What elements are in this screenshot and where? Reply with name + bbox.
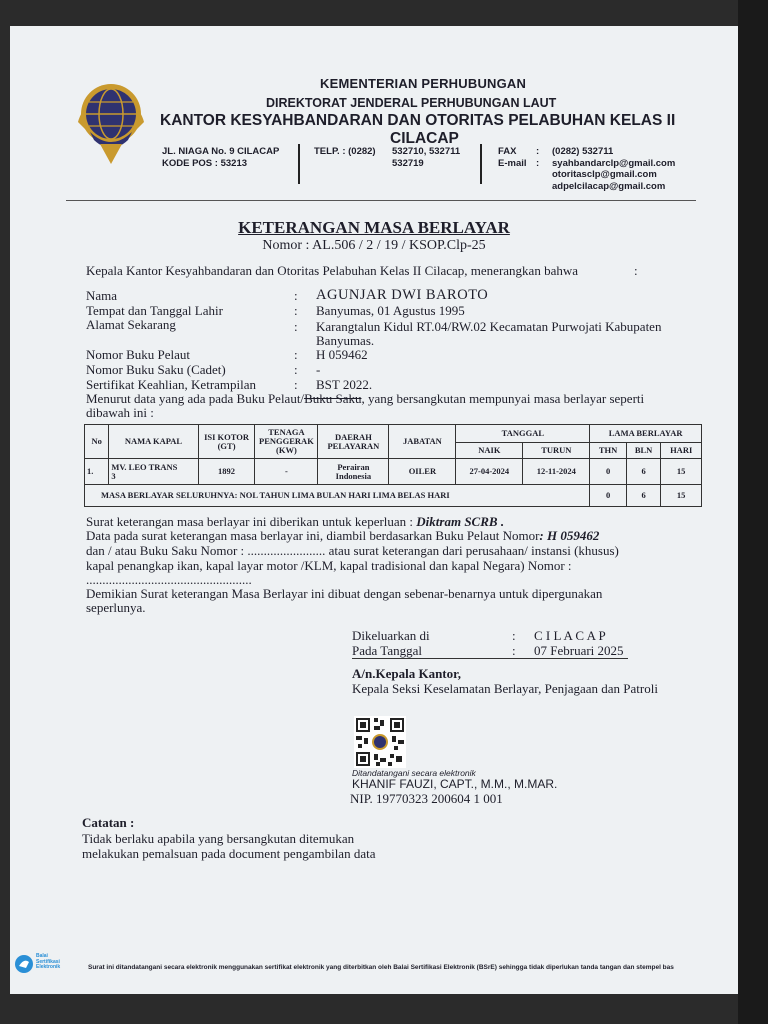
purpose-line1 — [86, 515, 504, 529]
colon: : — [294, 319, 298, 334]
ministry-name: KEMENTERIAN PERHUBUNGAN — [320, 76, 527, 91]
cell-nama-kapal — [109, 459, 198, 485]
fax-email-labels — [498, 146, 527, 169]
field-label-sertifikat: Sertifikat Keahlian, Ketrampilan — [86, 377, 257, 392]
fax-email-colons — [536, 146, 539, 169]
th-hari: HARI — [661, 443, 702, 459]
notes-title: Catatan : — [82, 815, 135, 830]
telp-block — [392, 146, 460, 169]
bsre-label — [36, 954, 60, 971]
purpose-line2-value: : H 059462 — [539, 528, 600, 543]
field-value-nama: AGUNJAR DWI BAROTO — [316, 287, 489, 303]
issued-place-label: Dikeluarkan di — [352, 628, 430, 643]
menurut-line1 — [86, 392, 644, 406]
issued-date-label: Pada Tanggal — [352, 643, 422, 658]
fax-value: (0282) 532711 — [552, 146, 614, 157]
document-title: KETERANGAN MASA BERLAYAR — [238, 218, 510, 237]
th-isi-kotor-2: (GT) — [217, 440, 236, 451]
table-row — [85, 459, 702, 485]
cell-daerah — [318, 459, 389, 485]
purpose-line4: kapal penangkap ikan, kapal layar motor /KLM, kapal tradisional dan kapal Negara) Nomor : — [86, 558, 572, 573]
th-bln: BLN — [626, 443, 661, 459]
purpose-line3: dan / atau Buku Saku Nomor : ........................ atau surat keterangan dari perusahaan/ instansi (khusus) — [86, 543, 619, 558]
field-label-ttl: Tempat dan Tanggal Lahir — [86, 303, 223, 318]
ministry-logo-icon — [70, 74, 152, 166]
cell-nama-kapal-2: 3 — [111, 470, 116, 481]
th-lama: LAMA BERLAYAR — [590, 425, 702, 443]
th-nama-kapal: NAMA KAPAL — [109, 425, 198, 459]
colon: : — [512, 628, 516, 643]
scan-edge — [738, 0, 768, 1024]
header-rule — [66, 200, 696, 201]
colon: : — [294, 347, 298, 362]
th-no: No — [85, 425, 109, 459]
footer-note: Surat ini ditandatangani secara elektronik menggunakan sertifikat elektronik yang diterbitkan oleh Balai Sertifikasi Elektronik (BSrE) sehingga tidak diperlukan tanda tangan dan stempel bas — [88, 964, 674, 971]
th-tenaga-2: PENGGERAK — [259, 436, 314, 446]
cell-total-thn: 0 — [590, 485, 627, 507]
field-value-alamat-1: Karangtalun Kidul RT.04/RW.02 Kecamatan Purwojati Kabupaten — [316, 319, 662, 334]
signatory-name: KHANIF FAUZI, CAPT., M.M., M.MAR. — [352, 777, 558, 791]
field-value-buku-pelaut: H 059462 — [316, 347, 368, 362]
closing-line2: seperlunya. — [86, 600, 146, 615]
th-tenaga — [255, 425, 318, 459]
fax-email-values — [552, 146, 675, 192]
office-name-line1: KANTOR KESYAHBANDARAN DAN OTORITAS PELABUHAN KELAS II — [160, 112, 676, 129]
th-daerah-1: DAERAH — [334, 431, 372, 442]
notes-line2: melakukan pemalsuan pada document pengambilan data — [82, 846, 376, 861]
email-link-2[interactable]: otoritasclp@gmail.com — [552, 169, 657, 180]
signature-position: Kepala Seksi Keselamatan Berlayar, Penjagaan dan Patroli — [352, 681, 658, 696]
cell-nama-kapal-1: MV. LEO TRANS — [111, 461, 178, 472]
field-label-alamat: Alamat Sekarang — [86, 317, 176, 332]
cell-bln: 6 — [626, 459, 661, 485]
bsre-logo-icon — [14, 954, 34, 974]
signed-note: Ditandatangani secara elektronik — [352, 768, 476, 778]
colon: : — [536, 146, 540, 157]
notes-line1: Tidak berlaku apabila yang bersangkutan ditemukan — [82, 831, 355, 846]
cell-thn: 0 — [590, 459, 627, 485]
issued-place-value: C I L A C A P — [534, 628, 606, 643]
table-total-row — [85, 485, 702, 507]
field-label-buku-pelaut: Nomor Buku Pelaut — [86, 347, 190, 362]
bsre-label-1: Balai — [36, 953, 48, 959]
cell-jabatan: OILER — [389, 459, 456, 485]
cell-no: 1. — [85, 459, 109, 485]
address-postcode: KODE POS : 53213 — [162, 157, 248, 169]
colon: : — [512, 643, 516, 658]
field-value-buku-saku: - — [316, 362, 321, 377]
email-label: E-mail — [498, 157, 527, 169]
directorate-name: DIREKTORAT JENDERAL PERHUBUNGAN LAUT — [266, 96, 557, 110]
cell-isi-kotor: 1892 — [198, 459, 255, 485]
cell-total-label: MASA BERLAYAR SELURUHNYA: NOL TAHUN LIMA BULAN HARI LIMA BELAS HARI — [85, 485, 590, 507]
address-street: JL. NIAGA No. 9 CILACAP — [162, 146, 280, 157]
th-daerah — [318, 425, 389, 459]
document-number: Nomor : AL.506 / 2 / 19 / KSOP.Clp-25 — [262, 238, 486, 253]
menurut-line2: dibawah ini : — [86, 405, 154, 420]
cell-naik: 27-04-2024 — [456, 459, 523, 485]
purpose-line2-text: Data pada surat keterangan masa berlayar ini, diambil berdasarkan Buku Pelaut Nomor — [86, 528, 540, 543]
telp-label: TELP. : (0282) — [314, 146, 376, 157]
intro-text: Kepala Kantor Kesyahbandaran dan Otoritas Pelabuhan Kelas II Cilacap, menerangkan bahwa — [86, 263, 579, 278]
colon: : — [294, 362, 298, 377]
menurut-part1: Menurut data yang ada pada Buku Pelaut/ — [86, 391, 305, 406]
bsre-label-2: Sertifikasi — [36, 958, 60, 965]
cell-daerah-1: Perairan — [337, 461, 370, 472]
address-block — [162, 146, 279, 169]
header-divider — [480, 144, 482, 184]
issued-date-value: 07 Februari 2025 — [534, 643, 624, 658]
cell-hari: 15 — [661, 459, 702, 485]
telp-line1: 532710, 532711 — [392, 146, 461, 157]
th-isi-kotor-1: ISI KOTOR — [204, 431, 250, 442]
purpose-line2 — [86, 529, 599, 543]
email-link-1[interactable]: syahbandarclp@gmail.com — [552, 157, 676, 169]
purpose-line1-text: Surat keterangan masa berlayar ini diberikan untuk keperluan : — [86, 514, 414, 529]
th-naik: NAIK — [456, 443, 523, 459]
letter-page — [10, 26, 738, 994]
field-value-ttl: Banyumas, 01 Agustus 1995 — [316, 303, 465, 318]
th-tenaga-3: (KW) — [276, 445, 297, 455]
closing-line1: Demikian Surat keterangan Masa Berlayar ini dibuat dengan sebenar-benarnya untuk dipergunakan — [86, 586, 603, 601]
colon: : — [536, 157, 540, 169]
field-value-sertifikat: BST 2022. — [316, 377, 373, 392]
header-divider — [298, 144, 300, 184]
th-thn: THN — [590, 443, 627, 459]
signatory-nip: NIP. 19770323 200604 1 001 — [350, 791, 503, 806]
email-link-3[interactable]: adpelcilacap@gmail.com — [552, 180, 666, 192]
cell-tenaga: - — [255, 459, 318, 485]
th-daerah-2: PELAYARAN — [327, 440, 380, 451]
field-label-buku-saku: Nomor Buku Saku (Cadet) — [86, 362, 226, 377]
office-name-line2: CILACAP — [390, 130, 459, 147]
sea-service-table — [84, 424, 702, 507]
colon: : — [294, 303, 298, 318]
issued-rule — [352, 658, 628, 659]
fax-label: FAX — [498, 146, 517, 157]
intro-colon: : — [634, 263, 638, 278]
purpose-line1-value: Diktram SCRB . — [416, 514, 505, 529]
th-tenaga-1: TENAGA — [268, 427, 305, 437]
field-label-nama: Nama — [86, 288, 118, 303]
menurut-part2: , yang bersangkutan mempunyai masa berlayar seperti — [361, 391, 645, 406]
cell-total-bln: 6 — [626, 485, 661, 507]
cell-turun: 12-11-2024 — [523, 459, 590, 485]
cell-total-hari: 15 — [661, 485, 702, 507]
bsre-label-3: Elektronik — [36, 964, 61, 970]
th-isi-kotor — [198, 425, 255, 459]
cell-daerah-2: Indonesia — [335, 470, 372, 481]
colon: : — [294, 288, 298, 303]
purpose-line5: ................................................... — [86, 572, 252, 587]
telp-line2: 532719 — [392, 157, 424, 169]
menurut-strike: Buku Saku — [304, 391, 362, 406]
th-turun: TURUN — [523, 443, 590, 459]
th-jabatan: JABATAN — [389, 425, 456, 459]
colon: : — [294, 377, 298, 392]
qr-code-icon[interactable] — [354, 716, 406, 768]
field-value-alamat-2: Banyumas. — [316, 333, 375, 348]
signature-an: A/n.Kepala Kantor, — [352, 666, 461, 681]
th-tanggal: TANGGAL — [456, 425, 590, 443]
